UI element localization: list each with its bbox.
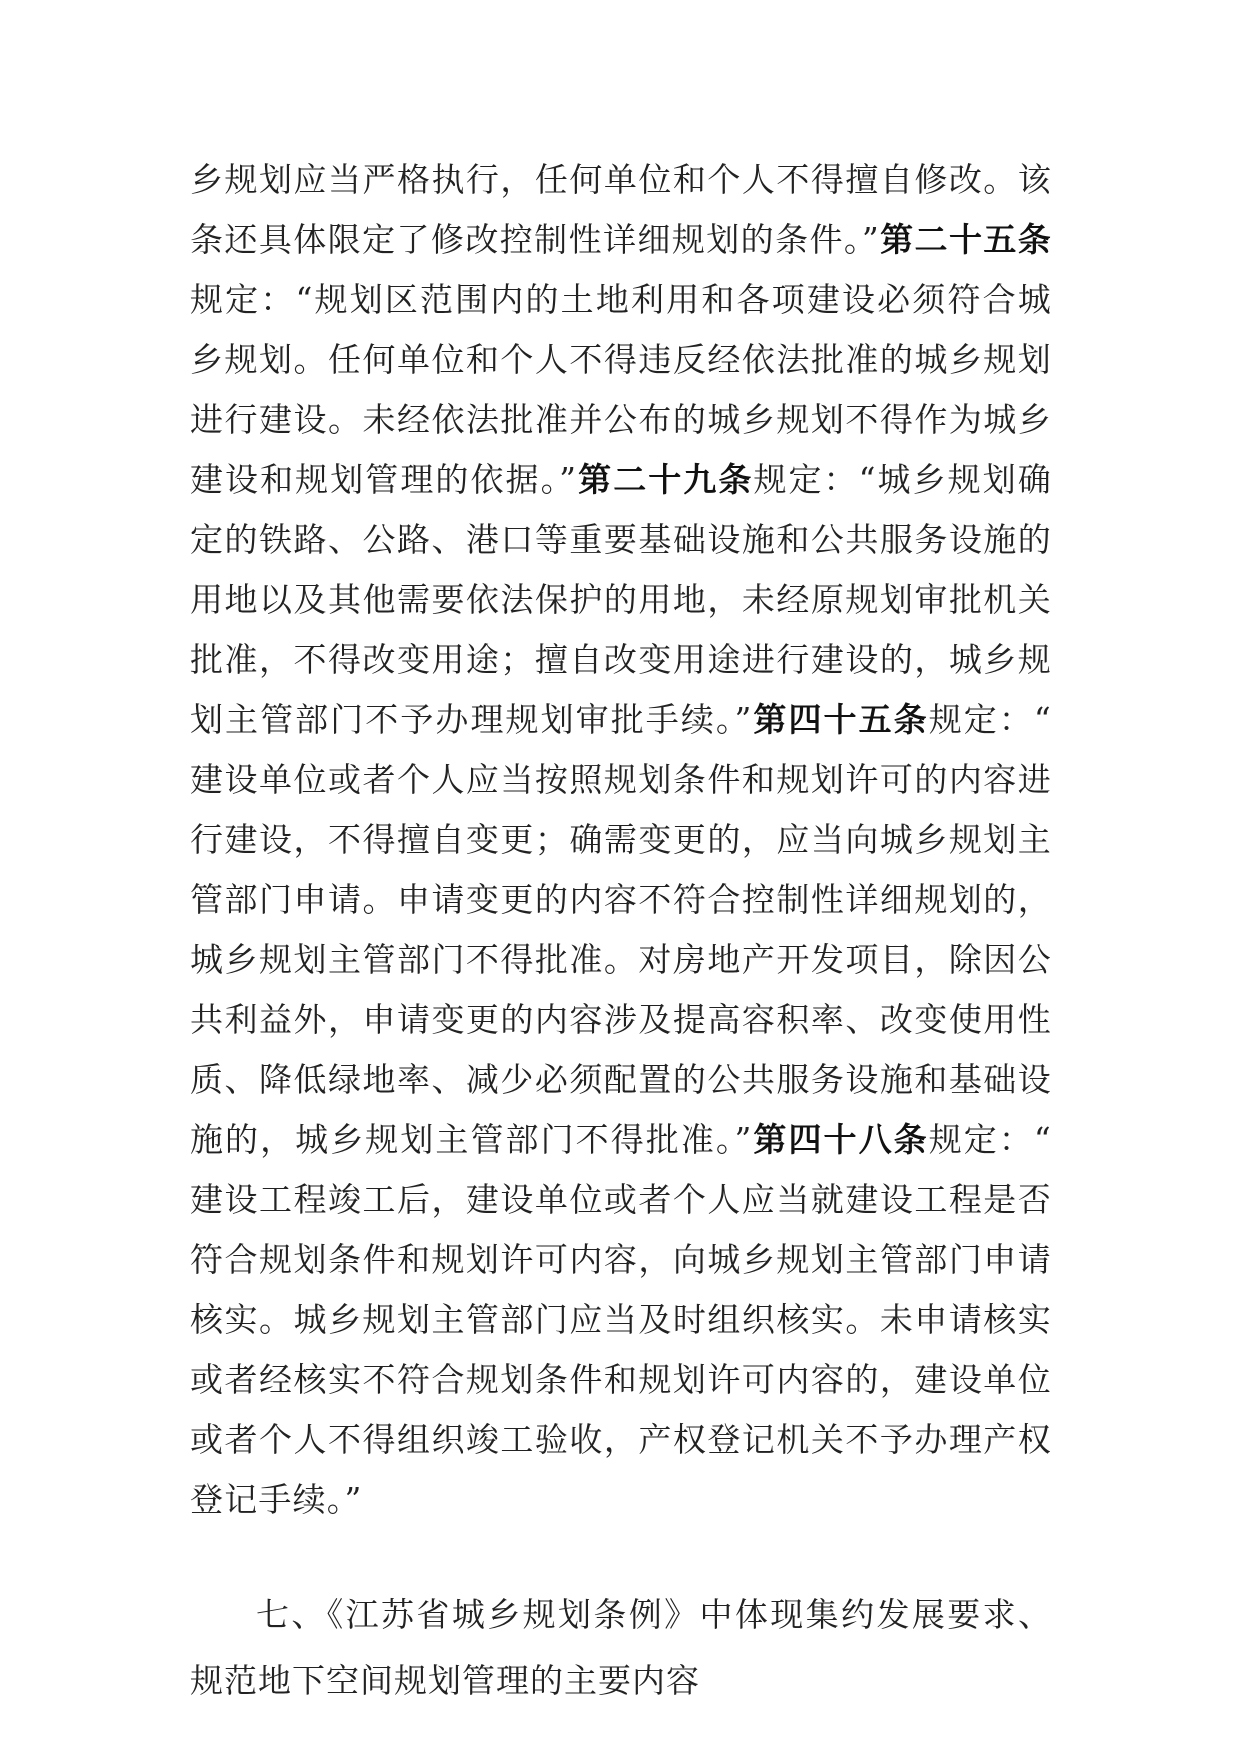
article-reference-25: 第二十五条 [879,220,1053,259]
body-paragraph [190,150,1052,1530]
article-reference-29: 第二十九条 [577,460,754,499]
body-text-segment: 规定：“规划区范围内的土地利用和各项建设必须符合城乡规划。任何单位和个人不得违反经依法批准的城乡规划进行建设。未经依法批准并公布的城乡规划不得作为城乡建设和规划管理的依据。” [190,280,1052,499]
body-text-segment: 乡规划应当严格执行，任何单位和个人不得擅自修改。该条还具体限定了修改控制性详细规划的条件。” [190,160,1052,259]
article-reference-45: 第四十五条 [752,700,929,739]
document-page [190,150,1052,1714]
body-text-segment: 规定：“城乡规划确定的铁路、公路、港口等重要基础设施和公共服务设施的用地以及其他需要依法保护的用地，未经原规划审批机关批准，不得改变用途；擅自改变用途进行建设的，城乡规划主管部门不予办理规划审批手续。” [190,460,1053,739]
article-reference-48: 第四十八条 [752,1120,929,1159]
body-text-segment: 规定：“建设单位或者个人应当按照规划条件和规划许可的内容进行建设，不得擅自变更；确需变更的，应当向城乡规划主管部门申请。申请变更的内容不符合控制性详细规划的，城乡规划主管部门不得批准。对房地产开发项目，除因公共利益外，申请变更的内容涉及提高容积率、改变使用性质、降低绿地率、减少必须配置的公共服务设施和基础设施的，城乡规划主管部门不得批准。” [190,700,1052,1159]
body-text-segment: 规定：“建设工程竣工后，建设单位或者个人应当就建设工程是否符合规划条件和规划许可内容，向城乡规划主管部门申请核实。城乡规划主管部门应当及时组织核实。未申请核实或者经核实不符合规划条件和规划许可内容的，建设单位或者个人不得组织竣工验收，产权登记机关不予办理产权登记手续。” [190,1120,1052,1519]
section-heading: 七、《江苏省城乡规划条例》中体现集约发展要求、规范地下空间规划管理的主要内容 [190,1595,1052,1700]
